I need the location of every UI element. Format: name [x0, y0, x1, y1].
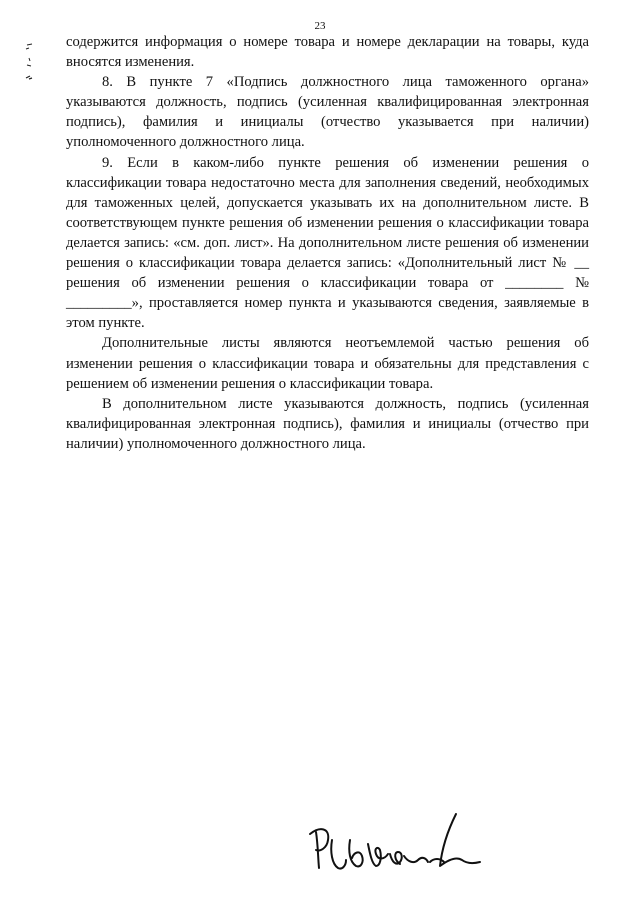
handwritten-signature	[306, 810, 496, 880]
paragraph-additional-sheet-signature: В дополнительном листе указываются должность, подпись (усиленная квалифицированная электронная подпись), фамилия и инициалы (отчество при наличии) уполномоченного должностного лица.	[66, 395, 589, 452]
margin-marks	[24, 40, 36, 90]
body-text	[66, 32, 589, 454]
paragraph-continuation: содержится информация о номере товара и номере декларации на товары, куда вносятся изменения.	[66, 34, 589, 71]
paragraph-item-9: 9. Если в каком-либо пункте решения об изменении решения о классификации товара недостаточно места для заполнения сведений, необходимых для таможенных целей, допускается указывать их на дополнительном листе. В соответствующем пункте решения об изменении решения о классификации товара делается запись: «см. доп. лист». На дополнительном листе решения об изменении решения о классификации товара делается запись: «Дополнительный лист № __ решения об изменении решения о классификации товара от ________ № _________», проставляется номер пункта и указываются сведения, заявляемые в этом пункте.	[66, 154, 589, 332]
page-number: 23	[314, 20, 326, 32]
paragraph-item-8: 8. В пункте 7 «Подпись должностного лица таможенного органа» указываются должность, подпись (усиленная квалифицированная электронная подпись), фамилия и инициалы (отчество указывается при наличии) уполномоченного должностного лица.	[66, 74, 589, 151]
paragraph-additional-sheets: Дополнительные листы являются неотъемлемой частью решения об изменении решения о классификации товара и обязательны для представления с решением об изменении решения о классификации товара.	[66, 335, 589, 392]
